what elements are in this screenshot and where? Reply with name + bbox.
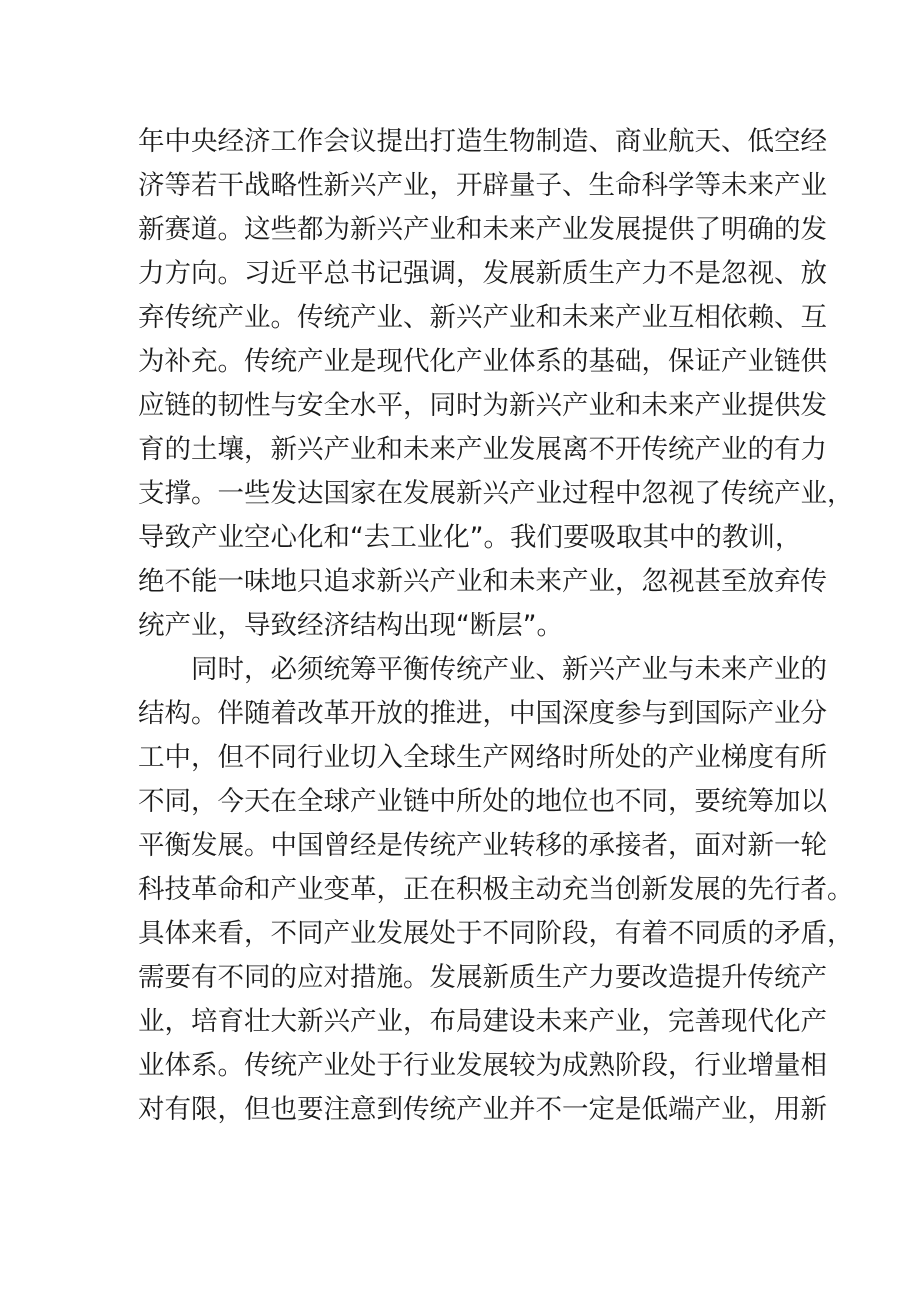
text-line: 年中央经济工作会议提出打造生物制造、商业航天、低空经	[138, 126, 827, 157]
text-line: 新赛道。这些都为新兴产业和未来产业发展提供了明确的发	[138, 214, 827, 245]
text-line: 不同，今天在全球产业链中所处的地位也不同，要统筹加以	[138, 786, 827, 817]
text-line: 为补充。传统产业是现代化产业体系的基础，保证产业链供	[138, 346, 827, 377]
text-line: 育的土壤，新兴产业和未来产业发展离不开传统产业的有力	[138, 434, 827, 465]
text-line: 绝不能一味地只追求新兴产业和未来产业，忽视甚至放弃传	[138, 566, 827, 597]
text-line: 平衡发展。中国曾经是传统产业转移的承接者，面对新一轮	[138, 830, 827, 861]
text-line: 业体系。传统产业处于行业发展较为成熟阶段，行业增量相	[138, 1050, 827, 1081]
text-line: 结构。伴随着改革开放的推进，中国深度参与到国际产业分	[138, 698, 827, 729]
text-line: 工中，但不同行业切入全球生产网络时所处的产业梯度有所	[138, 742, 827, 773]
text-line: 具体来看，不同产业发展处于不同阶段，有着不同质的矛盾，	[138, 918, 854, 949]
text-line: 科技革命和产业变革，正在积极主动充当创新发展的先行者。	[138, 874, 854, 905]
text-line: 对有限，但也要注意到传统产业并不一定是低端产业，用新	[138, 1094, 827, 1125]
text-line: 需要有不同的应对措施。发展新质生产力要改造提升传统产	[138, 962, 827, 993]
text-line: 弃传统产业。传统产业、新兴产业和未来产业互相依赖、互	[138, 302, 827, 333]
text-line: 应链的韧性与安全水平，同时为新兴产业和未来产业提供发	[138, 390, 827, 421]
text-line: 导致产业空心化和“去工业化”。我们要吸取其中的教训，	[138, 522, 802, 553]
paragraph-1	[138, 120, 854, 648]
text-line: 济等若干战略性新兴产业，开辟量子、生命科学等未来产业	[138, 170, 827, 201]
paragraph-2	[138, 648, 854, 1132]
text-line: 业，培育壮大新兴产业，布局建设未来产业，完善现代化产	[138, 1006, 827, 1037]
text-line: 统产业，导致经济结构出现“断层”。	[138, 610, 563, 641]
text-line: 同时，必须统筹平衡传统产业、新兴产业与未来产业的	[191, 654, 827, 685]
text-line: 力方向。习近平总书记强调，发展新质生产力不是忽视、放	[138, 258, 827, 289]
document-body	[138, 120, 854, 1132]
text-line: 支撑。一些发达国家在发展新兴产业过程中忽视了传统产业，	[138, 478, 854, 509]
